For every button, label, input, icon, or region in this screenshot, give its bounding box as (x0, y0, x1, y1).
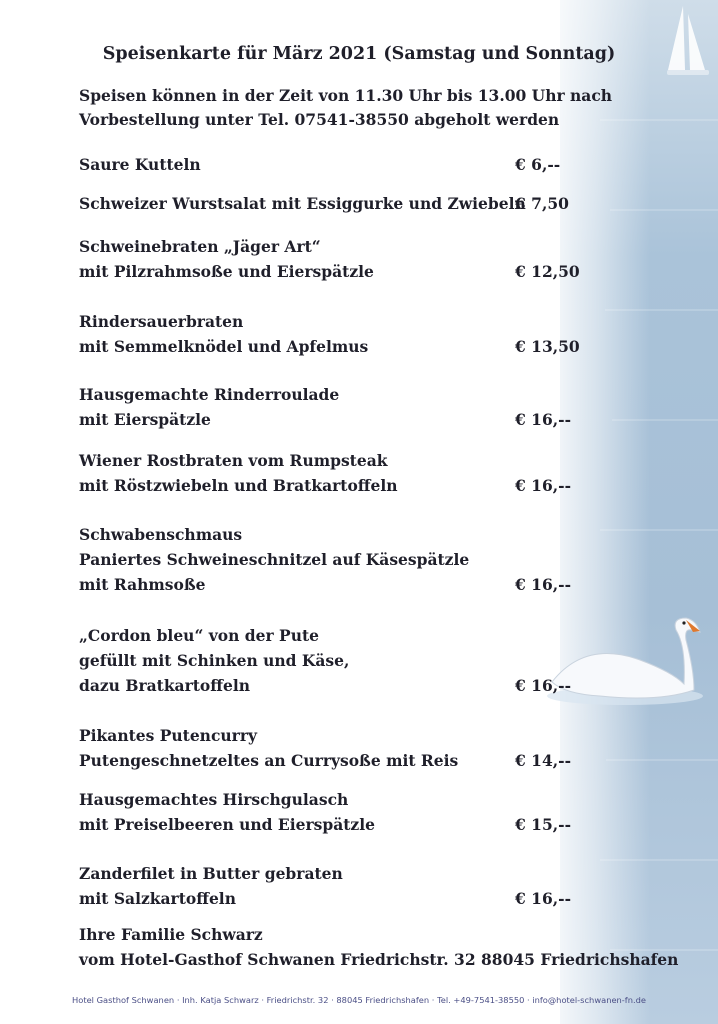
menu-item (79, 234, 599, 284)
dish-price: € 13,50 (515, 337, 580, 356)
menu-item (79, 448, 599, 498)
closing-address: vom Hotel-Gasthof Schwanen Friedrichstr. 32 88045 Friedrichshafen (79, 950, 679, 969)
closing-signature (79, 922, 678, 972)
dish-description: mit Eierspätzle (79, 410, 211, 429)
dish-name: Saure Kutteln (79, 155, 201, 174)
dish-description: mit Pilzrahmsoße und Eierspätzle (79, 262, 374, 281)
dish-name: Schweinebraten „Jäger Art“ (79, 237, 321, 256)
menu-item (79, 191, 599, 216)
dish-price: € 12,50 (515, 262, 580, 281)
pickup-info (79, 84, 612, 132)
pickup-info-line: Vorbestellung unter Tel. 07541-38550 abgeholt werden (79, 110, 560, 129)
dish-description: mit Preiselbeeren und Eierspätzle (79, 815, 375, 834)
dish-price: € 15,-- (515, 815, 572, 834)
menu-item (79, 522, 599, 597)
dish-description: mit Semmelknödel und Apfelmus (79, 337, 369, 356)
dish-name: Rindersauerbraten (79, 312, 244, 331)
dish-name: Schwabenschmaus (79, 525, 243, 544)
menu-item (79, 623, 599, 698)
dish-price: € 16,-- (515, 676, 572, 695)
dish-name: Hausgemachtes Hirschgulasch (79, 790, 349, 809)
pickup-info-line: Speisen können in der Zeit von 11.30 Uhr bis 13.00 Uhr nach (79, 86, 613, 105)
dish-price: € 14,-- (515, 751, 572, 770)
dish-name: Zanderfilet in Butter gebraten (79, 864, 343, 883)
closing-greeting: Ihre Familie Schwarz (79, 925, 263, 944)
dish-name: Wiener Rostbraten vom Rumpsteak (79, 451, 388, 470)
dish-price: € 16,-- (515, 476, 572, 495)
dish-price: € 7,50 (515, 194, 569, 213)
page-title: Speisenkarte für März 2021 (Samstag und Sonntag) (102, 44, 616, 64)
dish-name: Hausgemachte Rinderroulade (79, 385, 340, 404)
dish-price: € 16,-- (515, 575, 572, 594)
dish-price: € 16,-- (515, 410, 572, 429)
dish-name: „Cordon bleu“ von der Pute (79, 626, 319, 645)
menu-item (79, 152, 599, 177)
dish-description: Paniertes Schweineschnitzel auf Käsespätzle (79, 550, 470, 569)
dish-price: € 6,-- (515, 155, 561, 174)
dish-description: gefüllt mit Schinken und Käse, (79, 651, 350, 670)
dish-description: dazu Bratkartoffeln (79, 676, 251, 695)
dish-name: Schweizer Wurstsalat mit Essiggurke und Zwiebeln (79, 194, 526, 213)
dish-description: mit Salzkartoffeln (79, 889, 236, 908)
menu-item (79, 723, 599, 773)
dish-description: Putengeschnetzeltes an Currysoße mit Reis (79, 751, 459, 770)
dish-price: € 16,-- (515, 889, 572, 908)
footer-contact: Hotel Gasthof Schwanen · Inh. Katja Schwarz · Friedrichstr. 32 · 88045 Friedrichshafen · Tel. +49-7541-38550 · info@hotel-schwanen-fn.de (72, 995, 646, 1005)
dish-name: Pikantes Putencurry (79, 726, 258, 745)
menu-item (79, 309, 599, 359)
menu-item (79, 787, 599, 837)
menu-item (79, 382, 599, 432)
dish-description: mit Röstzwiebeln und Bratkartoffeln (79, 476, 398, 495)
menu-item (79, 861, 599, 911)
dish-description: mit Rahmsoße (79, 575, 206, 594)
